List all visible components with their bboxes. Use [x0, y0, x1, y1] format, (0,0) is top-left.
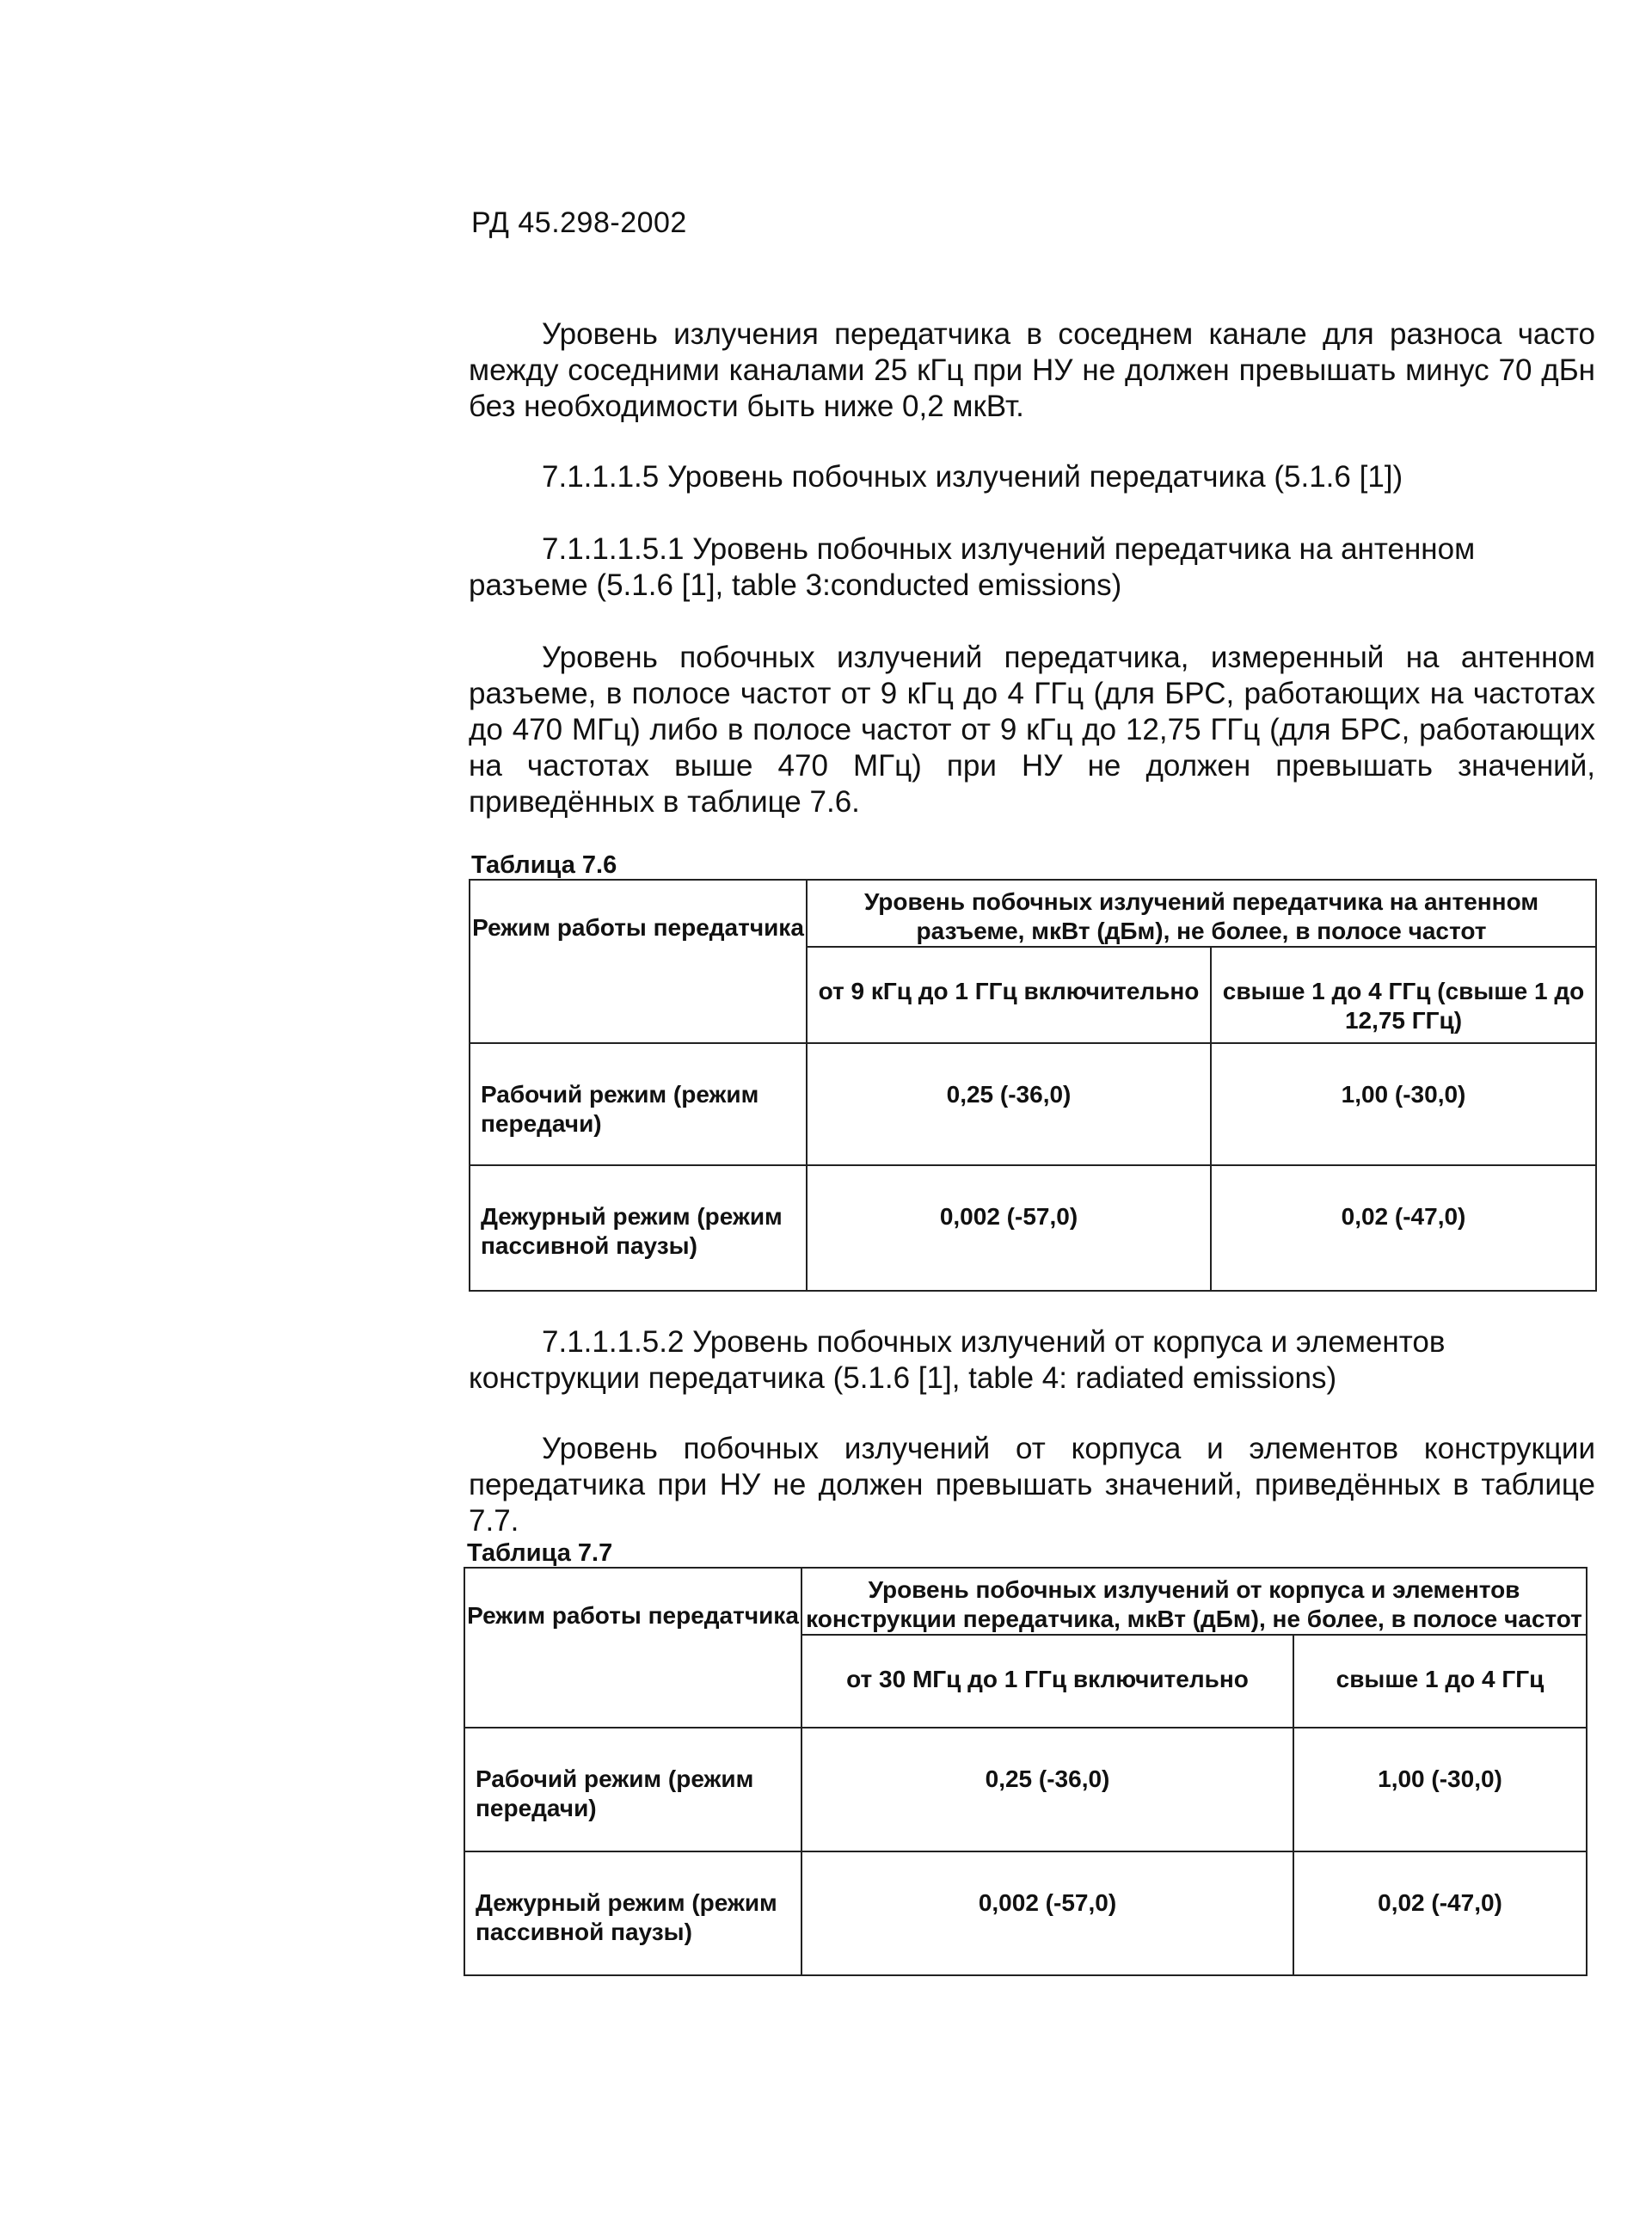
table-7-6-col2-header: свыше 1 до 4 ГГц (свыше 1 до 12,75 ГГц): [1211, 947, 1596, 1043]
table-row: [470, 1165, 1596, 1291]
table-7-7-caption: Таблица 7.7: [467, 1539, 613, 1567]
table-7-6-row1-v2: 1,00 (-30,0): [1211, 1043, 1596, 1165]
table-7-6-row1-v1: 0,25 (-36,0): [807, 1043, 1211, 1165]
document-code: РД 45.298-2002: [471, 206, 687, 239]
table-7-7-group-header: Уровень побочных излучений от корпуса и элементов конструкции передатчика, мкВт (дБм), не более, в полосе частот: [801, 1568, 1587, 1635]
table-7-6: [469, 879, 1597, 1292]
table-7-7-row1-v1: 0,25 (-36,0): [801, 1728, 1293, 1851]
table-7-6-row2-v1: 0,002 (-57,0): [807, 1165, 1211, 1291]
paragraph-radiated-emissions: Уровень побочных излучений от корпуса и элементов конструкции передатчика при НУ не должен превышать значений, приведённых в таблице 7.7.: [469, 1432, 1595, 1538]
heading-7-1-1-1-5: 7.1.1.1.5 Уровень побочных излучений передатчика (5.1.6 [1]): [542, 460, 1403, 494]
table-7-7-row1-v2: 1,00 (-30,0): [1293, 1728, 1587, 1851]
table-7-7-mode-header: Режим работы передатчика: [464, 1568, 801, 1728]
table-7-7-row2-mode: Дежурный режим (режим пассивной паузы): [464, 1851, 801, 1975]
table-row: [464, 1728, 1587, 1851]
table-7-6-caption: Таблица 7.6: [471, 851, 617, 879]
table-7-7-row2-v1: 0,002 (-57,0): [801, 1851, 1293, 1975]
table-7-7-row2-v2: 0,02 (-47,0): [1293, 1851, 1587, 1975]
table-7-6-mode-header: Режим работы передатчика: [470, 880, 807, 1043]
table-7-6-row1-mode: Рабочий режим (режим передачи): [470, 1043, 807, 1165]
table-7-6-group-header: Уровень побочных излучений передатчика на антенном разъеме, мкВт (дБм), не более, в полосе частот: [807, 880, 1596, 947]
table-7-7-col2-header: свыше 1 до 4 ГГц: [1293, 1635, 1587, 1728]
heading-7-1-1-1-5-1: 7.1.1.1.5.1 Уровень побочных излучений передатчика на антенном разъеме (5.1.6 [1], table 3:conducted emissions): [469, 532, 1476, 602]
paragraph-adjacent-channel: Уровень излучения передатчика в соседнем канале для разноса часто между соседними каналами 25 кГц при НУ не должен превышать минус 70 дБн без необходимости быть ниже 0,2 мкВт.: [469, 317, 1595, 423]
table-7-7: [464, 1567, 1588, 1976]
table-row: [464, 1851, 1587, 1975]
table-7-6-col1-header: от 9 кГц до 1 ГГц включительно: [807, 947, 1211, 1043]
table-7-6-row2-mode: Дежурный режим (режим пассивной паузы): [470, 1165, 807, 1291]
table-7-7-col1-header: от 30 МГц до 1 ГГц включительно: [801, 1635, 1293, 1728]
paragraph-conducted-emissions: Уровень побочных излучений передатчика, измеренный на антенном разъеме, в полосе частот от 9 кГц до 4 ГГц (для БРС, работающих на частотах до 470 МГц) либо в полосе частот от 9 кГц до 12,75 ГГц (для БРС, работающих на частотах выше 470 МГц) при НУ не должен превышать значений, приведённых в таблице 7.6.: [469, 641, 1595, 819]
heading-7-1-1-1-5-2: 7.1.1.1.5.2 Уровень побочных излучений от корпуса и элементов конструкции передатчика (5.1.6 [1], table 4: radiated emissions): [469, 1325, 1446, 1395]
table-7-6-row2-v2: 0,02 (-47,0): [1211, 1165, 1596, 1291]
table-row: [470, 1043, 1596, 1165]
table-7-7-row1-mode: Рабочий режим (режим передачи): [464, 1728, 801, 1851]
